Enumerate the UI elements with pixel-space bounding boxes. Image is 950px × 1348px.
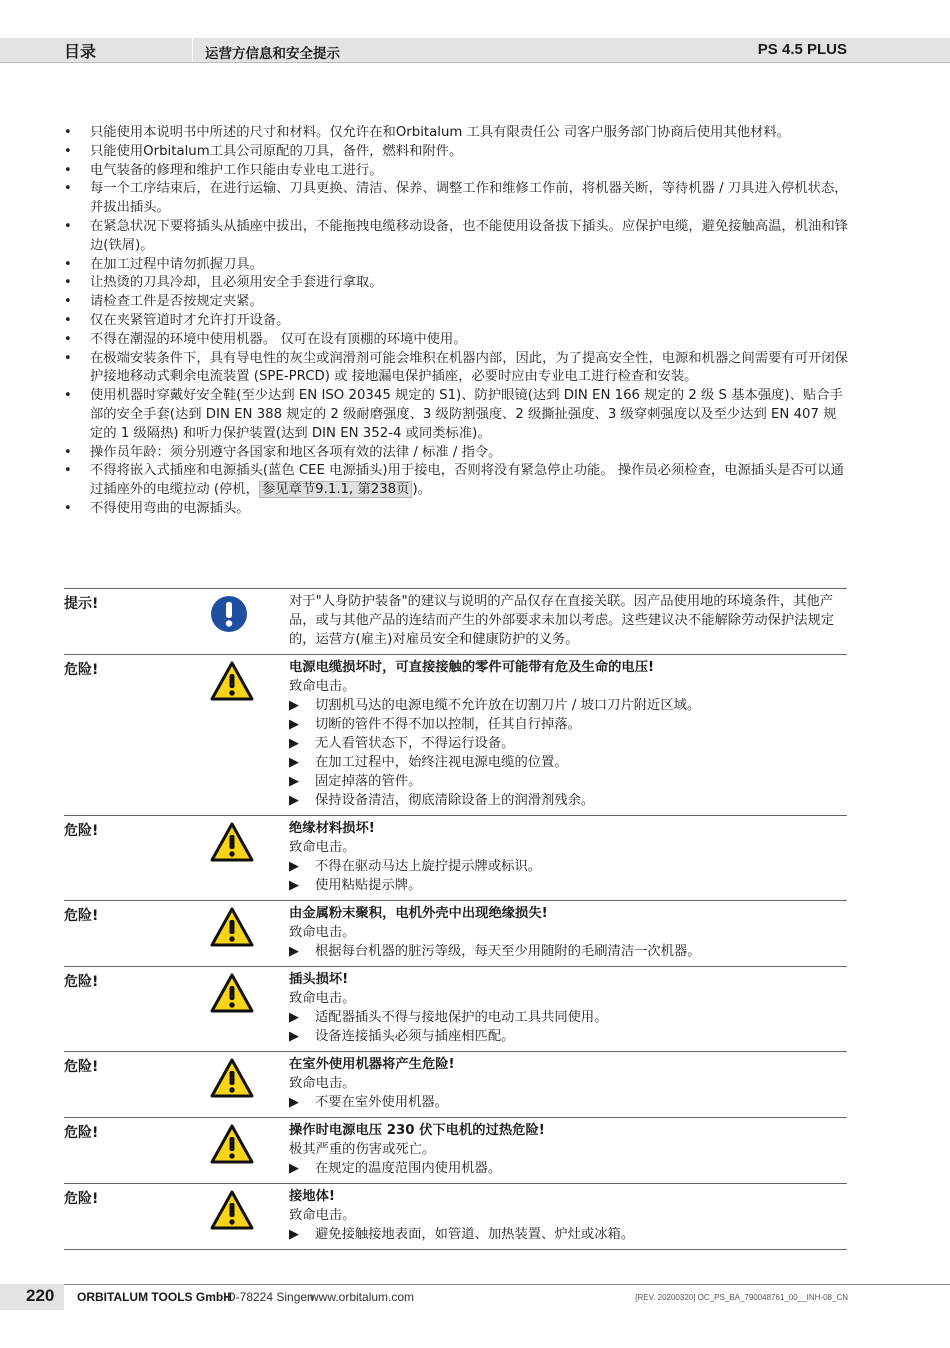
danger-label: 危险! — [64, 1059, 99, 1075]
action-step: ▶ 切断的管件不得不加以控制，任其自行掉落。 — [289, 717, 581, 732]
danger-label: 危险! — [64, 974, 99, 990]
arrow-right-icon: ▶ — [289, 859, 299, 874]
bullet-dot: • — [64, 444, 72, 460]
company-name: ORBITALUM TOOLS GmbH — [77, 1290, 232, 1304]
page-number: 220 — [26, 1286, 55, 1305]
page-header — [0, 38, 950, 63]
danger-consequence: 致命电击。 — [289, 840, 356, 855]
bullet-dot: • — [64, 125, 72, 140]
list-item: • 让热烫的刀具冷却，且必须用安全手套进行拿取。 — [64, 274, 848, 293]
danger-title: 在室外使用机器将产生危险! — [289, 1057, 455, 1072]
danger-body — [289, 967, 847, 1051]
list-item: • 不得使用弯曲的电源插头。 — [64, 500, 848, 519]
list-item: • 操作员年龄：须分别遵守各国家和地区各项有效的法律 / 标准 / 指令。 — [64, 444, 848, 463]
danger-row — [64, 967, 847, 1052]
document-reference: [REV. 20200320] OC_PS_BA_790048761_00__INH-08_CN — [635, 1293, 848, 1302]
danger-body — [289, 1184, 847, 1249]
list-item: • 只能使用本说明书中所述的尺寸和材料。仅允许在和Orbitalum 工具有限责任公 司客户服务部门协商后使用其他材料。 — [64, 124, 848, 143]
danger-label: 危险! — [64, 1191, 99, 1207]
list-item: • 只能使用Orbitalum工具公司原配的刀具，备件，燃料和附件。 — [64, 143, 848, 162]
safety-bullet-list — [64, 124, 848, 519]
section-title: 运营方信息和安全提示 — [205, 46, 340, 62]
danger-row — [64, 1052, 847, 1118]
bullet-dot: • — [64, 162, 72, 178]
action-step: ▶ 在加工过程中，始终注视电源电缆的位置。 — [289, 755, 568, 770]
list-item: • 不得在潮湿的环境中使用机器。 仅可在设有顶棚的环境中使用。 — [64, 331, 848, 350]
danger-consequence: 致命电击。 — [289, 925, 356, 940]
action-step: ▶ 切割机马达的电源电缆不允许放在切割刀片 / 坡口刀片附近区域。 — [289, 698, 701, 713]
bullet-dot: • — [64, 312, 72, 328]
list-item: • 在极端安装条件下，具有导电性的灰尘或润滑剂可能会堆积在机器内部，因此，为了提高安全性，电源和机器之间需要有可开闭保护接地移动式剩余电流装置 (SPE-PRCD) 或 接地漏电保护插座，必要时应由专业电工进行检查和安装。 — [64, 350, 848, 385]
action-step: ▶ 适配器插头不得与接地保护的电动工具共同使用。 — [289, 1010, 608, 1025]
toc-link[interactable]: 目录 — [64, 42, 97, 61]
danger-title: 由金属粉末聚积，电机外壳中出现绝缘损失! — [289, 906, 548, 921]
list-item: • 在加工过程中请勿抓握刀具。 — [64, 256, 848, 275]
bullet-dot: • — [64, 331, 72, 347]
bullet-dot: • — [64, 350, 72, 366]
arrow-right-icon: ▶ — [289, 774, 299, 789]
arrow-right-icon: ▶ — [289, 1095, 299, 1110]
warning-triangle-icon — [210, 1190, 254, 1230]
safety-notice-table — [64, 588, 847, 1250]
danger-label: 危险! — [64, 823, 99, 839]
action-step: ▶ 设备连接插头必须与插座相匹配。 — [289, 1029, 515, 1044]
warning-triangle-icon — [210, 1058, 254, 1098]
danger-title: 电源电缆损坏时，可直接接触的零件可能带有危及生命的电压! — [289, 660, 655, 675]
company-address: D-78224 Singen — [227, 1290, 314, 1304]
arrow-right-icon: ▶ — [289, 1227, 299, 1242]
list-item: • 电气装备的修理和维护工作只能由专业电工进行。 — [64, 162, 848, 181]
action-step: ▶ 使用粘贴提示牌。 — [289, 878, 422, 893]
bullet-dot: • — [64, 218, 72, 234]
action-step: ▶ 不得在驱动马达上旋拧提示牌或标识。 — [289, 859, 542, 874]
danger-body — [289, 1052, 847, 1117]
action-step: ▶ 固定掉落的管件。 — [289, 774, 422, 789]
arrow-right-icon: ▶ — [289, 717, 299, 732]
model-name: PS 4.5 PLUS — [757, 41, 847, 58]
warning-triangle-icon — [210, 661, 254, 701]
chapter-cross-reference-link[interactable]: 参见章节9.1.1, 第238页 — [259, 481, 412, 498]
header-divider — [192, 38, 193, 62]
page-footer — [0, 1284, 950, 1310]
warning-triangle-icon — [210, 907, 254, 947]
action-step: ▶ 无人看管状态下，不得运行设备。 — [289, 736, 515, 751]
action-step: ▶ 保持设备清洁，彻底清除设备上的润滑剂残余。 — [289, 793, 595, 808]
danger-body — [289, 655, 847, 815]
warning-triangle-icon — [210, 1124, 254, 1164]
warning-triangle-icon — [210, 973, 254, 1013]
arrow-right-icon: ▶ — [289, 755, 299, 770]
danger-title: 插头损坏! — [289, 972, 349, 987]
action-step: ▶ 根据每台机器的脏污等级，每天至少用随附的毛刷清洁一次机器。 — [289, 944, 701, 959]
danger-row — [64, 655, 847, 816]
list-item: • 仅在夹紧管道时才允许打开设备。 — [64, 312, 848, 331]
danger-row — [64, 1184, 847, 1250]
danger-label: 危险! — [64, 662, 99, 678]
bullet-dot: • — [64, 143, 72, 159]
danger-label: 危险! — [64, 908, 99, 924]
bullet-dot: • — [64, 275, 72, 291]
danger-title: 接地体! — [289, 1189, 335, 1204]
danger-consequence: 致命电击。 — [289, 1208, 356, 1223]
danger-title: 绝缘材料损坏! — [289, 821, 375, 836]
website-link[interactable]: www.orbitalum.com — [310, 1290, 415, 1304]
notice-label: 提示! — [64, 596, 99, 612]
arrow-right-icon: ▶ — [289, 944, 299, 959]
warning-triangle-icon — [210, 822, 254, 862]
exclamation-circle-icon — [210, 595, 254, 635]
danger-consequence: 致命电击。 — [289, 991, 356, 1006]
danger-body — [289, 816, 847, 900]
danger-consequence: 极其严重的伤害或死亡。 — [289, 1142, 436, 1157]
bullet-dot: • — [64, 463, 72, 479]
action-step: ▶ 在规定的温度范围内使用机器。 — [289, 1161, 502, 1176]
footer-rule — [64, 1284, 950, 1285]
arrow-right-icon: ▶ — [289, 698, 299, 713]
bullet-dot: • — [64, 388, 72, 404]
bullet-dot: • — [64, 181, 72, 197]
notice-body — [289, 589, 847, 654]
notice-row — [64, 589, 847, 655]
danger-body — [289, 901, 847, 966]
action-step: ▶ 避免接触接地表面，如管道、加热装置、炉灶或冰箱。 — [289, 1227, 635, 1242]
danger-title: 操作时电源电压 230 伏下电机的过热危险! — [289, 1123, 545, 1138]
arrow-right-icon: ▶ — [289, 736, 299, 751]
action-step: ▶ 不要在室外使用机器。 — [289, 1095, 448, 1110]
danger-label: 危险! — [64, 1125, 99, 1141]
list-item: • 在紧急状况下要将插头从插座中拔出，不能拖拽电缆移动设备，也不能使用设备拔下插头。应保护电缆，避免接触高温，机油和锋边(铁屑)。 — [64, 218, 848, 253]
arrow-right-icon: ▶ — [289, 1161, 299, 1176]
danger-row — [64, 901, 847, 967]
danger-consequence: 致命电击。 — [289, 679, 356, 694]
list-item: • 使用机器时穿戴好安全鞋(至少达到 EN ISO 20345 规定的 S1)、防护眼镜(达到 DIN EN 166 规定的 2 级 S 基本强度)、贴合手部的安全手套(达到 DIN EN 388 规定的 2 级耐磨强度、3 级防割强度、2 级撕扯强度、3 级穿刺强度以及至少达到 EN 407 规定的 1 级隔热) 和听力保护装置(达到 DIN EN 352-4 或同类标准)。 — [64, 388, 843, 441]
bullet-dot: • — [64, 294, 72, 310]
arrow-right-icon: ▶ — [289, 1010, 299, 1025]
list-item: • 每一个工序结束后，在进行运输、刀具更换、清洁、保养、调整工作和维修工作前，将机器关断，等待机器 / 刀具进入停机状态，并拔出插头。 — [64, 181, 848, 216]
list-item: • 不得将嵌入式插座和电源插头(蓝色 CEE 电源插头)用于接电，否则将没有紧急停止功能。 操作员必须检查，电源插头是否可以通过插座外的电缆拉动 (停机， 参见章节9.1.1, 第238页 )。 — [64, 463, 844, 498]
list-item: • 请检查工件是否按规定夹紧。 — [64, 293, 848, 312]
bullet-dot: • — [64, 500, 72, 516]
danger-body — [289, 1118, 847, 1183]
arrow-right-icon: ▶ — [289, 793, 299, 808]
danger-row — [64, 816, 847, 901]
arrow-right-icon: ▶ — [289, 878, 299, 893]
danger-consequence: 致命电击。 — [289, 1076, 356, 1091]
bullet-dot: • — [64, 256, 72, 272]
notice-text: 对于"人身防护装备"的建议与说明的产品仅存在直接关联。因产品使用地的环境条件，其他产品，或与其他产品的连结而产生的外部要求未加以考虑。这些建议决不能解除劳动保护法规定的，运营方(雇主)对雇员安全和健康防护的义务。 — [289, 594, 835, 647]
danger-row — [64, 1118, 847, 1184]
arrow-right-icon: ▶ — [289, 1029, 299, 1044]
